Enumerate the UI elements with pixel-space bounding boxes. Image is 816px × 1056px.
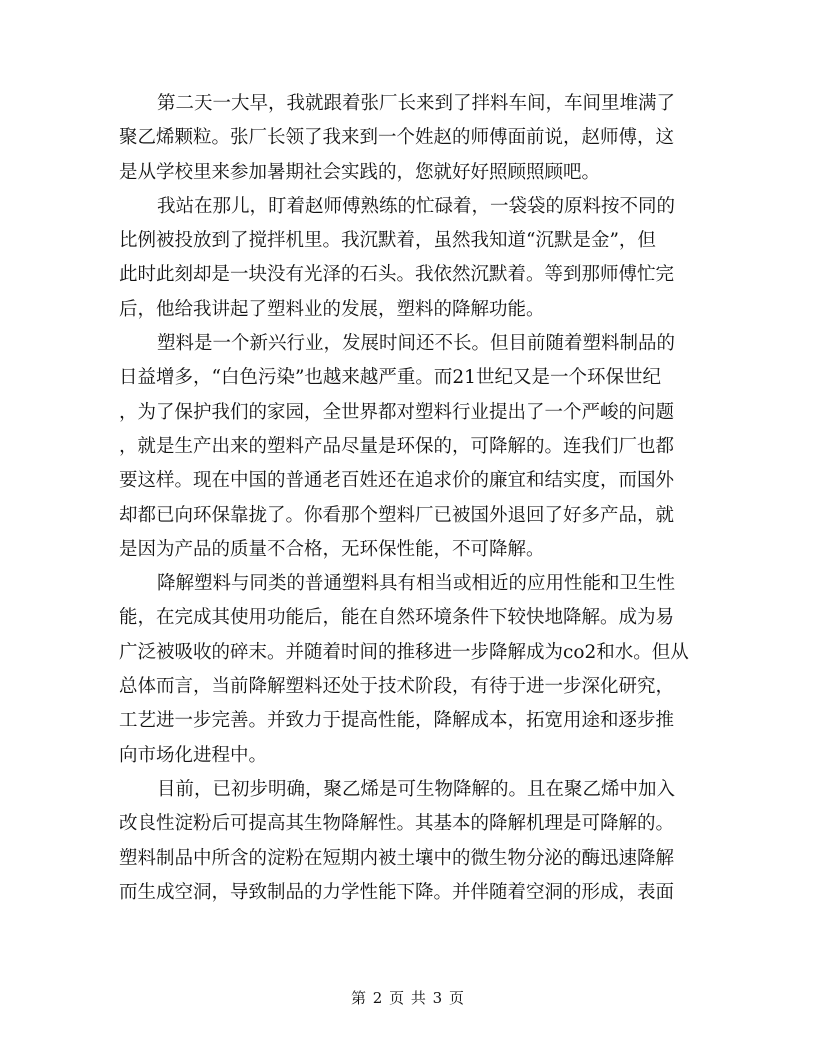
paragraph-line: 却都已向环保靠拢了。你看那个塑料厂已被国外退回了好多产品，就 <box>119 504 675 526</box>
paragraph-line: ，为了保护我们的家园，全世界都对塑料行业提出了一个严峻的问题 <box>119 401 675 423</box>
paragraph-line: 向市场化进程中。 <box>119 744 268 766</box>
paragraph-line: 是因为产品的质量不合格，无环保性能，不可降解。 <box>119 538 545 560</box>
paragraph-line: 改良性淀粉后可提高其生物降解性。其基本的降解机理是可降解的。 <box>119 813 675 835</box>
page-number-footer: 第 2 页 共 3 页 <box>351 989 465 1007</box>
paragraph-line: 是从学校里来参加暑期社会实践的，您就好好照顾照顾吧。 <box>119 161 601 183</box>
paragraph-line: 要这样。现在中国的普通老百姓还在追求价的廉宜和结实度，而国外 <box>119 470 675 492</box>
paragraph-line: 而生成空洞，导致制品的力学性能下降。并伴随着空洞的形成，表面 <box>119 881 675 903</box>
paragraph-line: 广泛被吸收的碎末。并随着时间的推移进一步降解成为co2和水。但从 <box>119 641 689 663</box>
paragraph-line: 聚乙烯颗粒。张厂长领了我来到一个姓赵的师傅面前说，赵师傅，这 <box>119 127 675 149</box>
paragraph-line: 后，他给我讲起了塑料业的发展，塑料的降解功能。 <box>119 298 545 320</box>
paragraph-line: 此时此刻却是一块没有光泽的石头。我依然沉默着。等到那师傅忙完 <box>119 264 675 286</box>
document-body <box>119 87 689 910</box>
paragraph-line: 第二天一大早，我就跟着张厂长来到了拌料车间，车间里堆满了 <box>157 93 676 114</box>
paragraph-line: 工艺进一步完善。并致力于提高性能，降解成本，拓宽用途和逐步推 <box>119 710 675 732</box>
paragraph-line: 降解塑料与同类的普通塑料具有相当或相近的应用性能和卫生性 <box>157 573 676 595</box>
paragraph-line: 总体而言，当前降解塑料还处于技术阶段，有待于进一步深化研究， <box>119 676 675 698</box>
paragraph-line: 目前，已初步明确，聚乙烯是可生物降解的。且在聚乙烯中加入 <box>157 778 676 800</box>
paragraph-line: 塑料是一个新兴行业，发展时间还不长。但目前随着塑料制品的 <box>157 333 676 355</box>
paragraph-line: 塑料制品中所含的淀粉在短期内被土壤中的微生物分泌的酶迅速降解 <box>119 847 675 869</box>
paragraph-line: 日益增多，“白色污染”也越来越严重。而21世纪又是一个环保世纪 <box>119 367 661 389</box>
paragraph-line: 能，在完成其使用功能后，能在自然环境条件下较快地降解。成为易 <box>119 607 675 629</box>
paragraph-line: ，就是生产出来的塑料产品尽量是环保的，可降解的。连我们厂也都 <box>119 435 675 457</box>
paragraph-line: 我站在那儿，盯着赵师傅熟练的忙碌着，一袋袋的原料按不同的 <box>157 195 676 217</box>
paragraph-line: 比例被投放到了搅拌机里。我沉默着，虽然我知道“沉默是金”，但 <box>119 230 656 252</box>
